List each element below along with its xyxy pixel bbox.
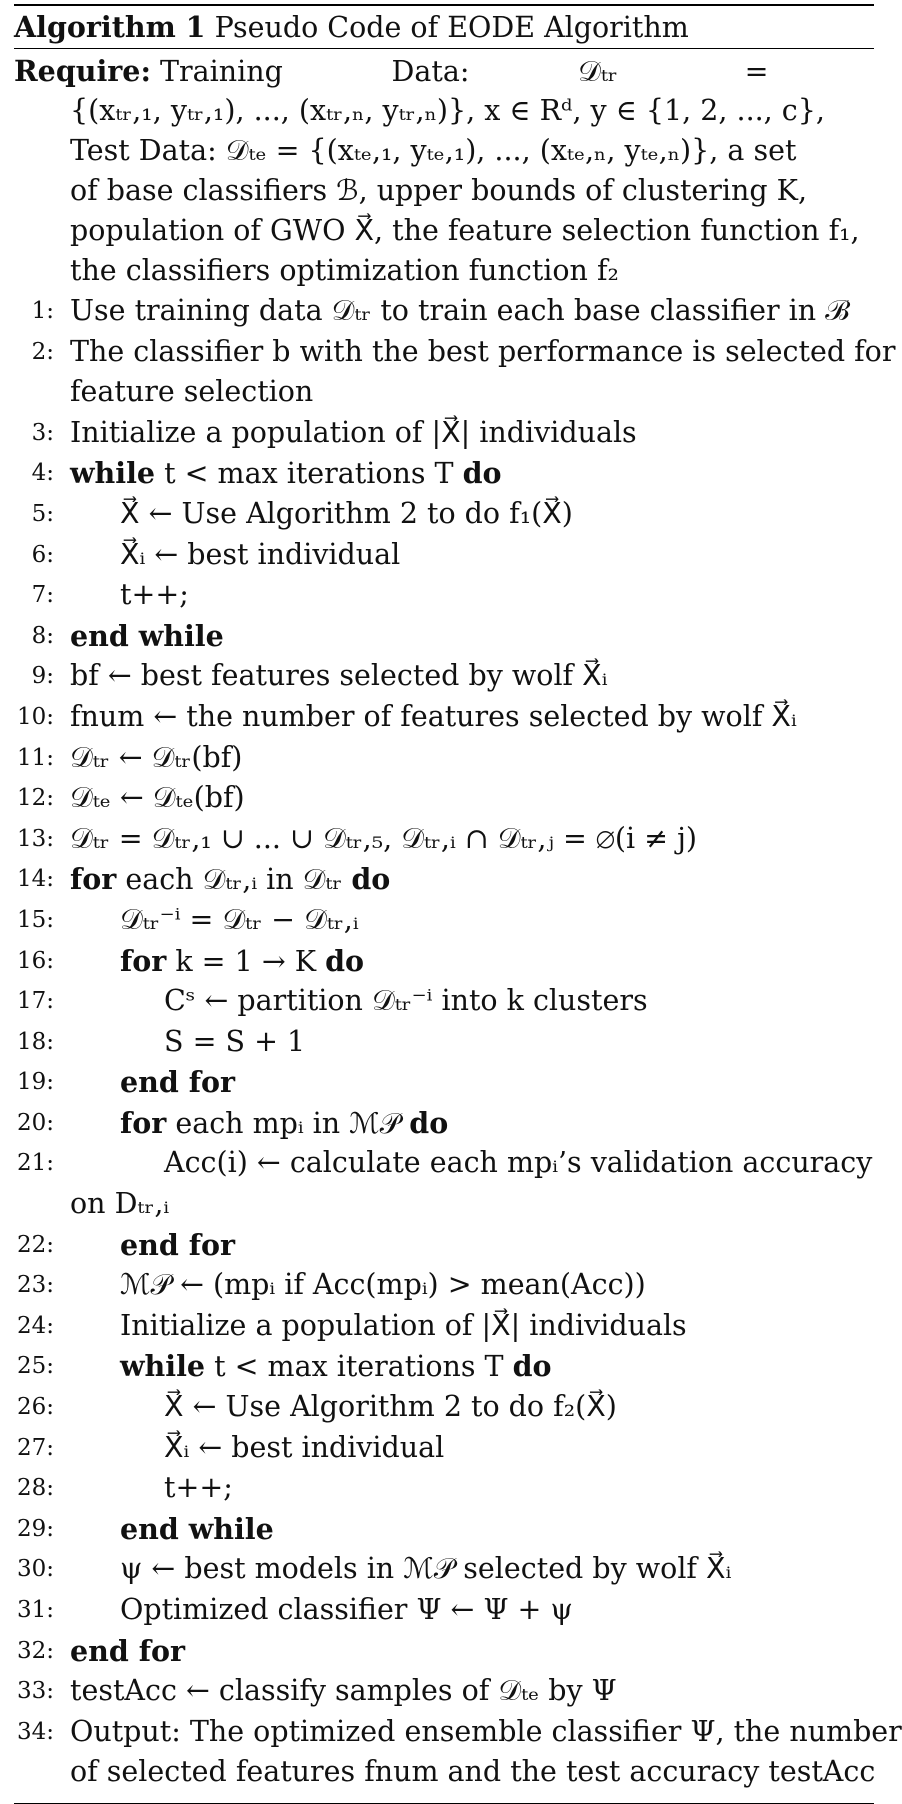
- algorithm-line: [14, 697, 874, 738]
- keyword: end for: [120, 1227, 235, 1262]
- line-number: 23:: [16, 1272, 54, 1299]
- require-block: [14, 49, 874, 291]
- line-text: [120, 1549, 731, 1590]
- statement: t < max iterations T: [155, 457, 463, 491]
- keyword: end while: [70, 618, 224, 653]
- algorithm-line: [14, 1103, 874, 1144]
- algorithm-line: [14, 1468, 874, 1509]
- line-number: 28:: [16, 1475, 54, 1502]
- line-number: 15:: [16, 906, 54, 933]
- line-text: [70, 697, 797, 738]
- line-text: [70, 1671, 617, 1712]
- line-number: 13:: [16, 825, 54, 852]
- algorithm-line: [14, 1022, 874, 1063]
- algorithm-line: [14, 575, 874, 616]
- line-number: 26:: [16, 1394, 54, 1421]
- algorithm-line: [14, 1265, 874, 1306]
- statement: X⃗ ← Use Algorithm 2 to do f₂(X⃗): [164, 1390, 617, 1424]
- statement: 𝒟ₜᵣ = 𝒟ₜᵣ,₁ ∪ ... ∪ 𝒟ₜᵣ,₅, 𝒟ₜᵣ,ᵢ ∩ 𝒟ₜᵣ,ⱼ = ∅(i ≠ j): [70, 821, 698, 855]
- require-line: the classifiers optimization function f₂: [70, 254, 619, 287]
- statement: X⃗ᵢ ← best individual: [120, 537, 401, 571]
- line-number: 18:: [16, 1028, 54, 1055]
- statement: fnum ← the number of features selected by wolf X⃗ᵢ: [70, 699, 797, 733]
- caption-label: Algorithm 1: [14, 10, 206, 44]
- line-text: [70, 616, 224, 658]
- line-text: [164, 981, 648, 1022]
- line-text: [120, 1062, 235, 1104]
- line-text: [120, 1346, 552, 1388]
- algorithm-line: [14, 1306, 874, 1347]
- line-text: [120, 494, 573, 535]
- statement: Initialize a population of |X⃗| individuals: [120, 1308, 687, 1342]
- statement: t++;: [164, 1471, 233, 1505]
- statement: 𝒟ₜᵣ ← 𝒟ₜᵣ(bf): [70, 740, 243, 774]
- line-number: 20:: [16, 1109, 54, 1136]
- line-text: [70, 1752, 875, 1793]
- statement: Acc(i) ← calculate each mpᵢ’s validation accuracy: [164, 1146, 873, 1180]
- algorithm-line: [14, 1549, 874, 1590]
- keyword: do: [325, 943, 365, 978]
- statement: ℳ𝒫 ← (mpᵢ if Acc(mpᵢ) > mean(Acc)): [120, 1268, 646, 1302]
- keyword: for: [70, 862, 117, 897]
- line-number: 2:: [31, 338, 54, 365]
- statement: 𝒟ₜₑ ← 𝒟ₜₑ(bf): [70, 781, 245, 815]
- line-number: 8:: [31, 622, 54, 649]
- line-text: [70, 332, 895, 373]
- algorithm-line: [14, 1428, 874, 1469]
- algorithm-line: [14, 1184, 874, 1225]
- line-text: [70, 1184, 169, 1225]
- algorithm-line: [14, 535, 874, 576]
- keyword: end while: [120, 1511, 274, 1546]
- keyword: end for: [70, 1633, 185, 1668]
- statement: testAcc ← classify samples of 𝒟ₜₑ by Ψ: [70, 1674, 617, 1708]
- line-text: [70, 738, 242, 779]
- algorithm-line: [14, 1712, 902, 1753]
- require-line: of base classifiers ℬ, upper bounds of clustering K,: [70, 174, 808, 207]
- statement: each 𝒟ₜᵣ,ᵢ in 𝒟ₜᵣ: [116, 863, 352, 897]
- algorithm-line: [14, 1671, 874, 1712]
- line-text: [120, 1103, 448, 1145]
- line-number: 4:: [31, 460, 54, 487]
- line-number: 34:: [16, 1718, 54, 1745]
- algorithm-line: [14, 1752, 874, 1793]
- line-number: 11:: [16, 744, 54, 771]
- line-text: [70, 372, 313, 413]
- statement: of selected features fnum and the test accuracy testAcc: [70, 1755, 876, 1789]
- algorithm-line: [14, 291, 874, 332]
- line-text: [70, 656, 607, 697]
- line-number: 9:: [31, 663, 54, 690]
- algorithm-line: [14, 778, 874, 819]
- algorithm-line: [14, 453, 874, 494]
- require-line: {(xₜᵣ,₁, yₜᵣ,₁), ..., (xₜᵣ,ₙ, yₜᵣ,ₙ)}, x ∈ Rᵈ, y ∈ {1, 2, ..., c},: [70, 94, 825, 127]
- require-keyword: Require:: [14, 54, 151, 88]
- keyword: do: [512, 1349, 552, 1384]
- line-number: 32:: [16, 1637, 54, 1664]
- line-number: 17:: [16, 988, 54, 1015]
- algorithm-line: [14, 1062, 874, 1103]
- keyword: while: [70, 456, 156, 491]
- line-text: [120, 1306, 687, 1347]
- line-number: 1:: [31, 298, 54, 324]
- line-number: 30:: [16, 1556, 54, 1583]
- algorithm-line: [14, 656, 874, 697]
- line-text: [164, 1022, 305, 1063]
- statement: t++;: [120, 578, 189, 612]
- line-number: 5:: [31, 500, 54, 527]
- algorithm-line: [14, 981, 874, 1022]
- caption-title: Pseudo Code of EODE Algorithm: [214, 11, 689, 44]
- line-text: [70, 819, 697, 860]
- line-text: [120, 941, 364, 983]
- keyword: do: [351, 862, 391, 897]
- keyword: for: [120, 1105, 167, 1140]
- algorithm-line: [14, 332, 896, 373]
- line-text: [120, 1590, 573, 1631]
- statement: ψ ← best models in ℳ𝒫 selected by wolf X⃗ᵢ: [120, 1552, 732, 1586]
- statement: k = 1 → K: [166, 944, 326, 978]
- line-number: 29:: [16, 1515, 54, 1542]
- statement: 𝒟ₜᵣ⁻ⁱ = 𝒟ₜᵣ − 𝒟ₜᵣ,ᵢ: [120, 902, 359, 936]
- line-number: 31:: [16, 1597, 54, 1623]
- line-text: [70, 1712, 902, 1753]
- keyword: do: [409, 1105, 449, 1140]
- line-number: 6:: [31, 541, 54, 568]
- require-text: Training Data: 𝒟ₜᵣ =: [160, 55, 769, 88]
- keyword: end for: [120, 1065, 235, 1100]
- line-text: [164, 1468, 233, 1509]
- line-text: [164, 1143, 872, 1184]
- statement: bf ← best features selected by wolf X⃗ᵢ: [70, 659, 608, 693]
- algorithm-line: [14, 941, 874, 982]
- require-line: Test Data: 𝒟ₜₑ = {(xₜₑ,₁, yₜₑ,₁), ..., (xₜₑ,ₙ, yₜₑ,ₙ)}, a set: [70, 134, 797, 167]
- line-number: 21:: [16, 1150, 54, 1177]
- line-text: [120, 1265, 646, 1306]
- algorithm-line: [14, 1509, 874, 1550]
- line-number: 24:: [16, 1312, 54, 1339]
- algorithm-steps: [14, 291, 902, 1793]
- algorithm-line: [14, 413, 874, 454]
- algorithm-line: [14, 738, 874, 779]
- statement: X⃗ ← Use Algorithm 2 to do f₁(X⃗): [120, 496, 573, 530]
- line-text: [120, 535, 400, 576]
- keyword: do: [462, 456, 502, 491]
- statement: Use training data 𝒟ₜᵣ to train each base classifier in ℬ: [70, 294, 850, 327]
- line-text: [70, 413, 637, 454]
- line-text: [120, 900, 359, 941]
- line-number: 12:: [16, 785, 54, 812]
- line-number: 16:: [16, 947, 54, 974]
- algorithm-line: [14, 1631, 874, 1672]
- line-text: [70, 291, 849, 332]
- algorithm-line: [14, 1225, 874, 1266]
- statement: feature selection: [70, 375, 314, 409]
- keyword: while: [120, 1349, 206, 1384]
- line-number: 19:: [16, 1069, 54, 1096]
- line-text: [120, 1509, 274, 1551]
- statement: on Dₜᵣ,ᵢ: [70, 1187, 170, 1221]
- line-text: [70, 453, 502, 495]
- algorithm-block: [14, 0, 902, 1804]
- line-text: [164, 1387, 617, 1428]
- line-number: 14:: [16, 866, 54, 893]
- statement: S = S + 1: [164, 1024, 306, 1058]
- require-line: [14, 51, 874, 91]
- algorithm-line: [14, 1590, 874, 1631]
- line-text: [70, 859, 390, 901]
- algorithm-line: [14, 616, 874, 657]
- statement: X⃗ᵢ ← best individual: [164, 1430, 445, 1464]
- line-text: [70, 1631, 185, 1673]
- line-number: 25:: [16, 1353, 54, 1380]
- algorithm-caption: [14, 6, 874, 48]
- line-number: 22:: [16, 1231, 54, 1258]
- line-text: [164, 1428, 444, 1469]
- algorithm-line: [14, 1387, 874, 1428]
- line-text: [120, 575, 189, 616]
- algorithm-line: [14, 1143, 874, 1184]
- statement: The classifier b with the best performance is selected for: [70, 334, 896, 368]
- line-number: 7:: [31, 582, 54, 609]
- statement: each mpᵢ in ℳ𝒫: [166, 1106, 410, 1140]
- algorithm-line: [14, 859, 874, 900]
- algorithm-line: [14, 900, 874, 941]
- statement: Initialize a population of |X⃗| individuals: [70, 415, 637, 449]
- line-number: 27:: [16, 1434, 54, 1461]
- algorithm-line: [14, 372, 874, 413]
- keyword: for: [120, 943, 167, 978]
- line-number: 10:: [16, 703, 54, 730]
- algorithm-line: [14, 494, 874, 535]
- require-line: population of GWO X⃗, the feature selection function f₁,: [70, 214, 860, 247]
- statement: Cˢ ← partition 𝒟ₜᵣ⁻ⁱ into k clusters: [164, 984, 648, 1018]
- statement: Optimized classifier Ψ ← Ψ + ψ: [120, 1593, 573, 1626]
- statement: Output: The optimized ensemble classifier Ψ, the number: [70, 1714, 902, 1748]
- statement: t < max iterations T: [205, 1350, 513, 1384]
- algorithm-line: [14, 1346, 874, 1387]
- line-text: [70, 778, 245, 819]
- algorithm-line: [14, 819, 874, 860]
- line-number: 33:: [16, 1678, 54, 1705]
- line-text: [120, 1225, 235, 1267]
- line-number: 3:: [31, 419, 54, 446]
